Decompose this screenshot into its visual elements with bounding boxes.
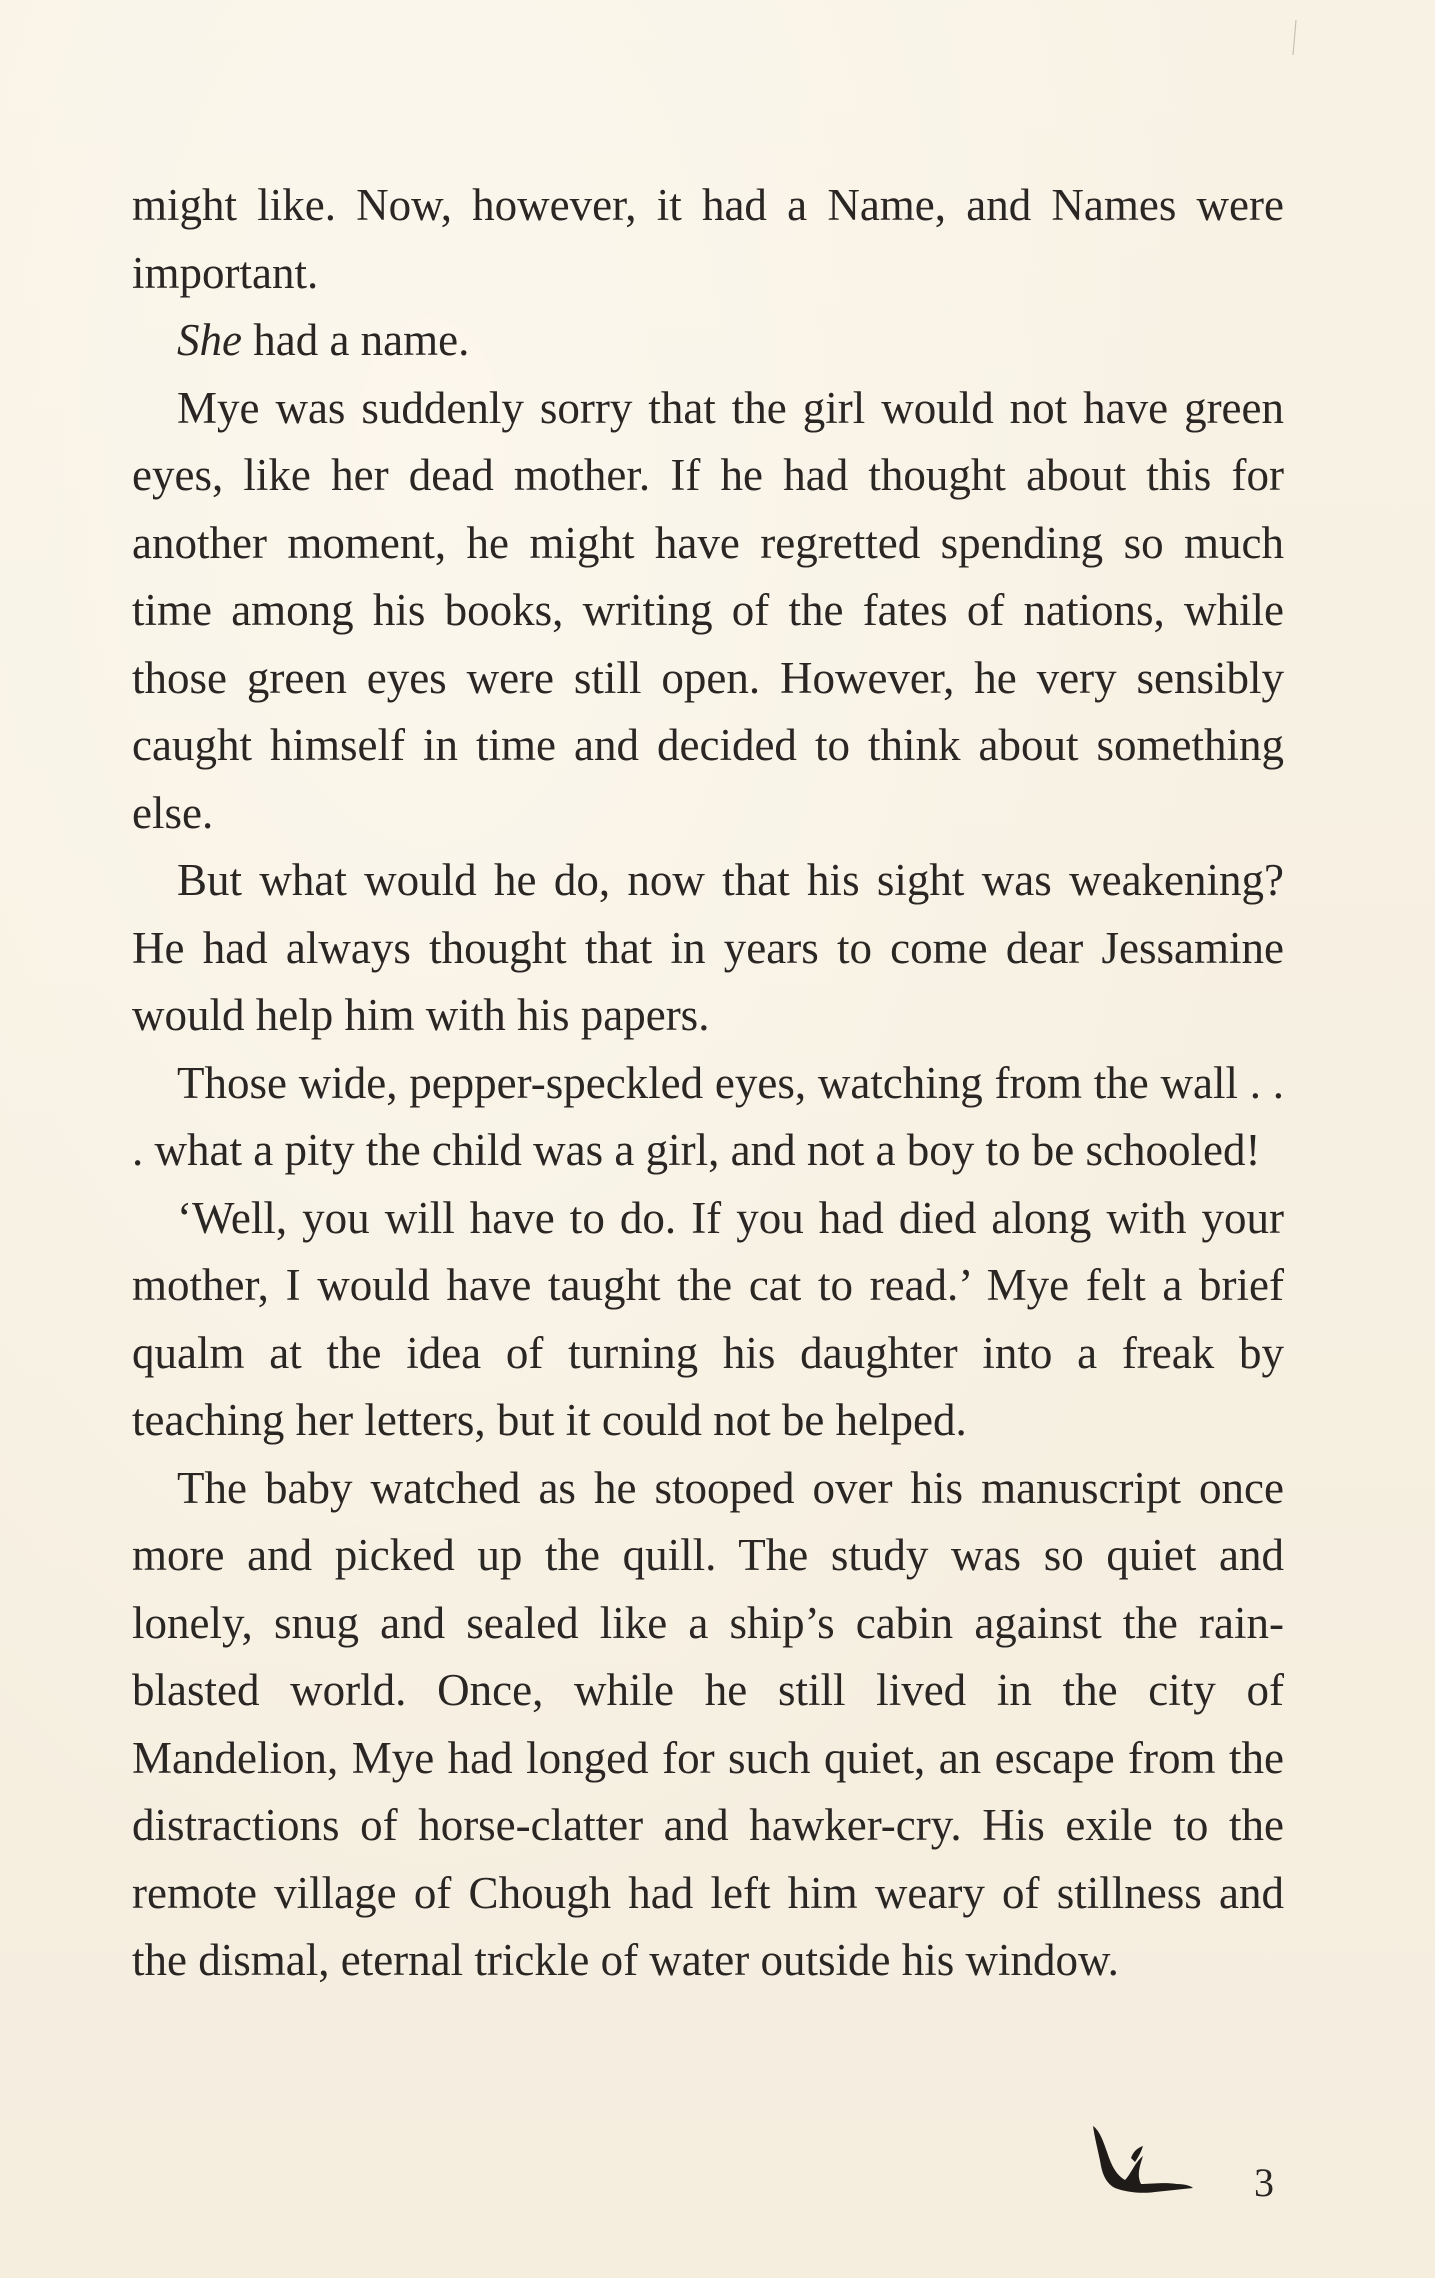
paragraph-1 [132,172,1284,307]
paragraph-7 [132,1455,1284,1995]
paragraph-text: ‘Well, you will have to do. If you had died along with your mother, I would have taught the cat to read.’ Mye felt a brief qualm at the idea of turning his daughter into a freak by teaching her letters, but it could not be helped. [132,1192,1284,1445]
paragraph-text: But what would he do, now that his sight was weakening? He had always thought that in years to come dear Jessamine would help him with his papers. [132,855,1284,1040]
paragraph-text: Mye was suddenly sorry that the girl would not have green eyes, like her dead mother. If he had thought about this for another moment, he might have regretted spending so much time among his books, writing of the fates of nations, while those green eyes were still open. However, he very sensibly caught himself in time and decided to think about something else. [132,382,1284,838]
paragraph-3 [132,375,1284,848]
paragraph-text: Those wide, pepper-speckled eyes, watching from the wall . . . what a pity the child was a girl, and not a boy to be schooled! [132,1057,1284,1175]
paragraph-text: The baby watched as he stooped over his manuscript once more and picked up the quill. The study was so quiet and lonely, snug and sealed like a ship’s cabin against the rain-blasted world. Once, while he still lived in the city of Mandelion, Mye had longed for such quiet, an escape from the distractions of horse-clatter and hawker-cry. His exile to the remote village of Chough had left him weary of stillness and the dismal, eternal trickle of water outside his window. [132,1462,1284,1985]
italic-word: She [177,315,242,365]
paragraph-text: might like. Now, however, it had a Name, and Names were important. [132,180,1284,298]
goose-emblem-icon [1085,2118,1195,2198]
paragraph-2 [132,307,1284,375]
paragraph-4 [132,847,1284,1050]
paragraph-text: had a name. [241,315,470,365]
page-number: 3 [1254,2160,1274,2205]
paragraph-5 [132,1050,1284,1185]
body-text [132,172,1284,1995]
page-edge-scratch [1292,0,1298,60]
paragraph-6 [132,1185,1284,1455]
